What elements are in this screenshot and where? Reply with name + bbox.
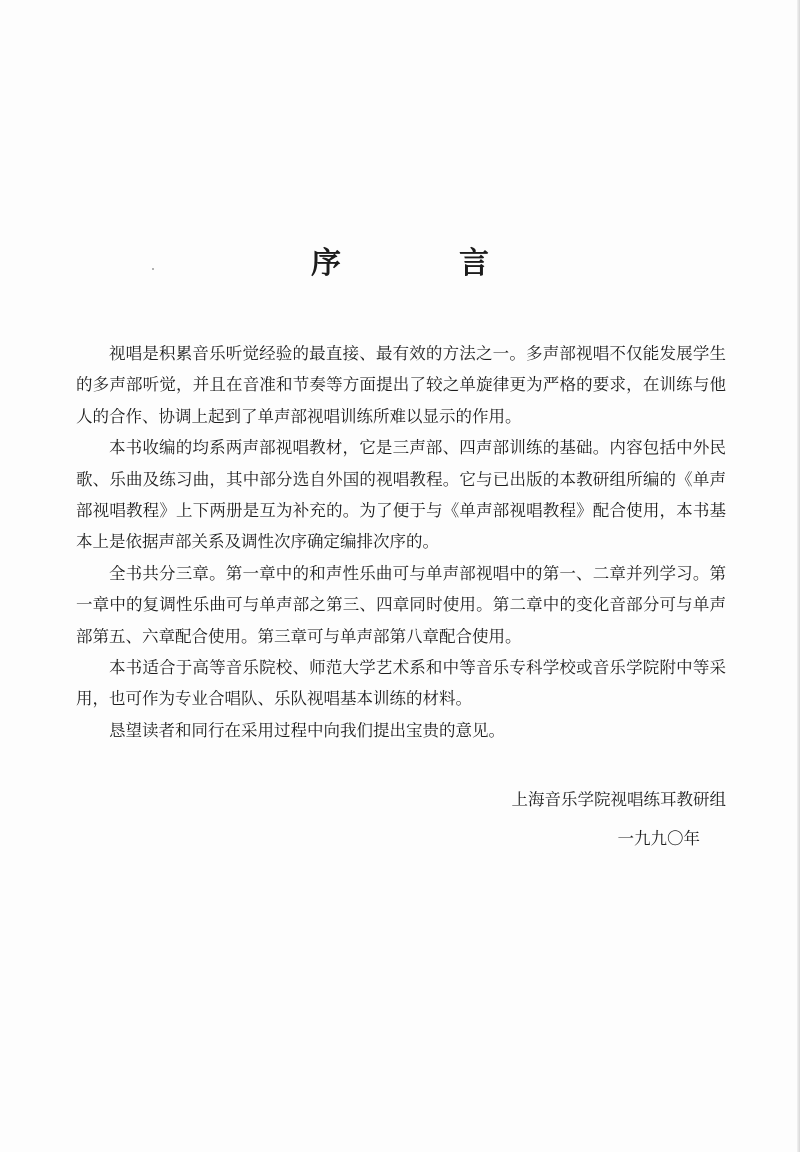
paragraph-4: 本书适合于高等音乐院校、师范大学艺术系和中等音乐专科学校或音乐学院附中等采用，也可作为专业合唱队、乐队视唱基本训练的材料。 — [76, 658, 726, 709]
paragraph-2: 本书收编的均系两声部视唱教材，它是三声部、四声部训练的基础。内容包括中外民歌、乐曲及练习曲，其中部分选自外国的视唱教程。它与已出版的本教研组所编的《单声部视唱教程》上下两册是互为补充的。为了便于与《单声部视唱教程》配合使用，本书基本上是依据声部关系及调性次序确定编排次序的。 — [76, 438, 726, 552]
page-title: 序 言 — [311, 246, 533, 281]
signature-block — [426, 780, 726, 858]
paragraph-1: 视唱是积累音乐听觉经验的最直接、最有效的方法之一。多声部视唱不仅能发展学生的多声部听觉，并且在音准和节奏等方面提出了较之单旋律更为严格的要求，在训练与他人的合作、协调上起到了单声部视唱训练所难以显示的作用。 — [76, 344, 726, 426]
signature-date: 一九九〇年 — [617, 829, 700, 848]
signature-organization: 上海音乐学院视唱练耳教研组 — [511, 790, 726, 809]
paragraph-3: 全书共分三章。第一章中的和声性乐曲可与单声部视唱中的第一、二章并列学习。第一章中的复调性乐曲可与单声部之第三、四章同时使用。第二章中的变化音部分可与单声部第五、六章配合使用。第三章可与单声部第八章配合使用。 — [76, 563, 726, 646]
paragraph-5: 恳望读者和同行在采用过程中向我们提出宝贵的意见。 — [109, 720, 505, 740]
preface-body — [76, 338, 726, 746]
